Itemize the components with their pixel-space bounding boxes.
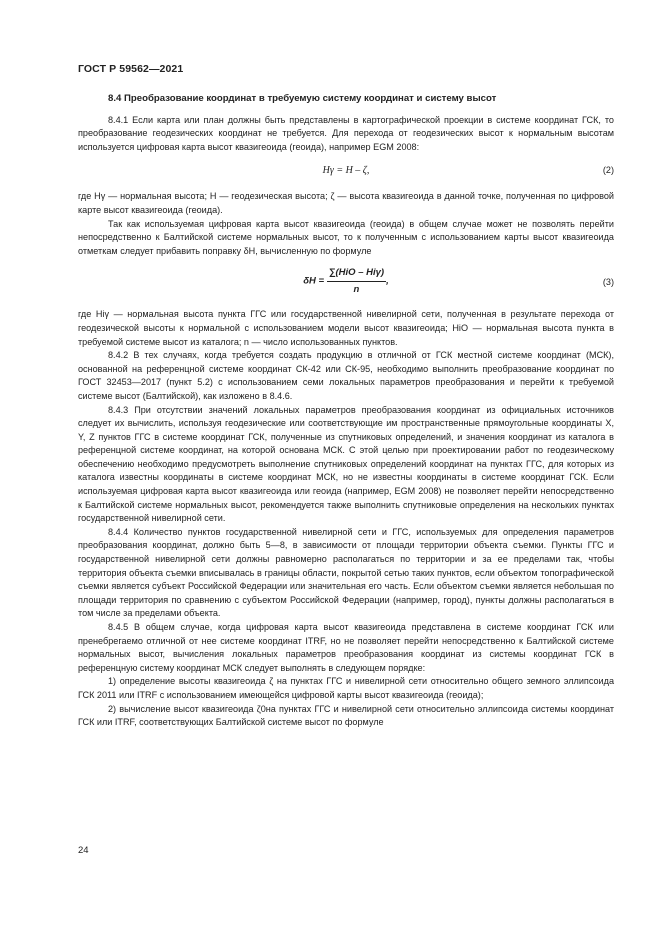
formula-3-number: (3) [602,277,614,288]
paragraph-8-4-3: 8.4.3 При отсутствии значений локальных параметров преобразования координат из официальных источников следует их вычислить, используя геодезические или соответствующие им пространственные прямоугольные координаты X, Y, Z пунктов ГГС в системе координат ГСК, полученные из спутниковых определений, и значения координат из каталога в референцной системе координат, на которой основана МСК. С этой целью при проектировании работ по геодезическому обеспечению необходимо предусмотреть выполнение спутниковых определений координат на пунктах ГГС, для которых из каталога известны координаты в системе координат МСК, но не известны координаты в системе координат ГСК. Если используемая цифровая карта высот квазигеоида или геоида (например, EGM 2008) не позволяет перейти непосредственно к Балтийской системе нормальных высот, рекомендуется также выполнить спутниковые определения на нескольких пунктах государственной нивелирной сети. [78,404,614,524]
formula-3-numerator: ∑(HiO – Hiγ) [327,266,386,282]
formula-3-denominator: n [353,283,360,295]
paragraph-8-4-1-continued: Так как используемая цифровая карта высот квазигеоида (геоида) в общем случае может не позволять перейти непосредственно к Балтийской системе нормальных высот, то к полученным с использованием карты высот квазигеоида отметкам следует прибавить поправку δH, вычисленную по формуле [78,218,614,256]
formula-2 [78,158,614,186]
paragraph-8-4-5: 8.4.5 В общем случае, когда цифровая карта высот квазигеоида представлена в системе координат ГСК или пренебрегаемо отличной от нее системе координат ITRF, но не позволяет перейти непосредственно к Балтийской системе нормальных высот, вычисления локальных параметров преобразования координат из системы координат ГСК в референцную систему координат МСК следует выполнять в следующем порядке: [78,622,614,673]
page-header: ГОСТ Р 59562—2021 [78,63,184,75]
formula-3-trail: , [386,275,389,287]
paragraph-8-4-4: 8.4.4 Количество пунктов государственной нивелирной сети и ГГС, используемых для определения параметров преобразования координат, должно быть 5—8, в зависимости от площади территории объекта съемки. Пункты ГГС и государственной нивелирной сети должны равномерно располагаться по территории и за ее пределами так, чтобы территория объекта съемки вписывалась в границы области, покрытой сетью таких пунктов, если объектом топографической съемки является субъект Российской Федерации или значительная его часть. Если объектом съемки является небольшая по площади территория по сравнению с субъектом Российской Федерации (например, город), пункты должны располагаться в том числе за пределами объекта. [78,526,614,619]
section-heading: 8.4 Преобразование координат в требуемую систему координат и систему высот [108,93,497,104]
formula-2-explanation: где Hγ — нормальная высота; H — геодезическая высота; ζ — высота квазигеоида в данной точке, полученная по цифровой карте высот квазигеоида (геоида). [78,191,614,215]
list-item-1: 1) определение высоты квазигеоида ζ на пунктах ГГС и нивелирной сети относительно общего земного эллипсоида ГСК 2011 или ITRF с использованием имеющейся цифровой карты высот квазигеоида (геоида); [78,676,614,700]
formula-3-explanation: где Hiγ — нормальная высота пункта ГГС или государственной нивелирной сети, полученная в результате перехода от геодезической высоты к нормальной с использованием модели высот квазигеоида; HiO — нормальная высота пункта в требуемой системе высот из каталога; n — число использованных пунктов. [78,309,614,347]
formula-3-fraction [327,266,386,296]
page-number: 24 [78,845,89,856]
formula-2-number: (2) [602,165,614,176]
formula-3 [78,262,614,306]
paragraph-8-4-2: 8.4.2 В тех случаях, когда требуется создать продукцию в отличной от ГСК местной системе координат (МСК), основанной на референцной системе координат СК-42 или СК-95, необходимо выполнить преобразование координат по ГОСТ 32453—2017 (пункт 5.2) с использованием семи локальных параметров преобразования и перейти к требуемой системе высот (Балтийской), как изложено в 8.4.6. [78,350,614,401]
list-item-2: 2) вычисление высот квазигеоида ζ0на пунктах ГГС и нивелирной сети относительно эллипсоида системы координат ГСК или ITRF, соответствующих Балтийской системе высот по формуле [78,703,614,728]
paragraph-8-4-1: 8.4.1 Если карта или план должны быть представлены в картографической проекции в системе координат ГСК, то преобразование геодезических координат не требуется. Для перехода от геодезических высот к нормальным высотам используется цифровая карта высот квазигеоида (геоида), например EGM 2008: [78,114,614,152]
formula-3-lhs: δH = [303,275,325,287]
formula-2-expression: Hγ = H – ζ, [322,165,370,177]
document-body [78,92,614,730]
